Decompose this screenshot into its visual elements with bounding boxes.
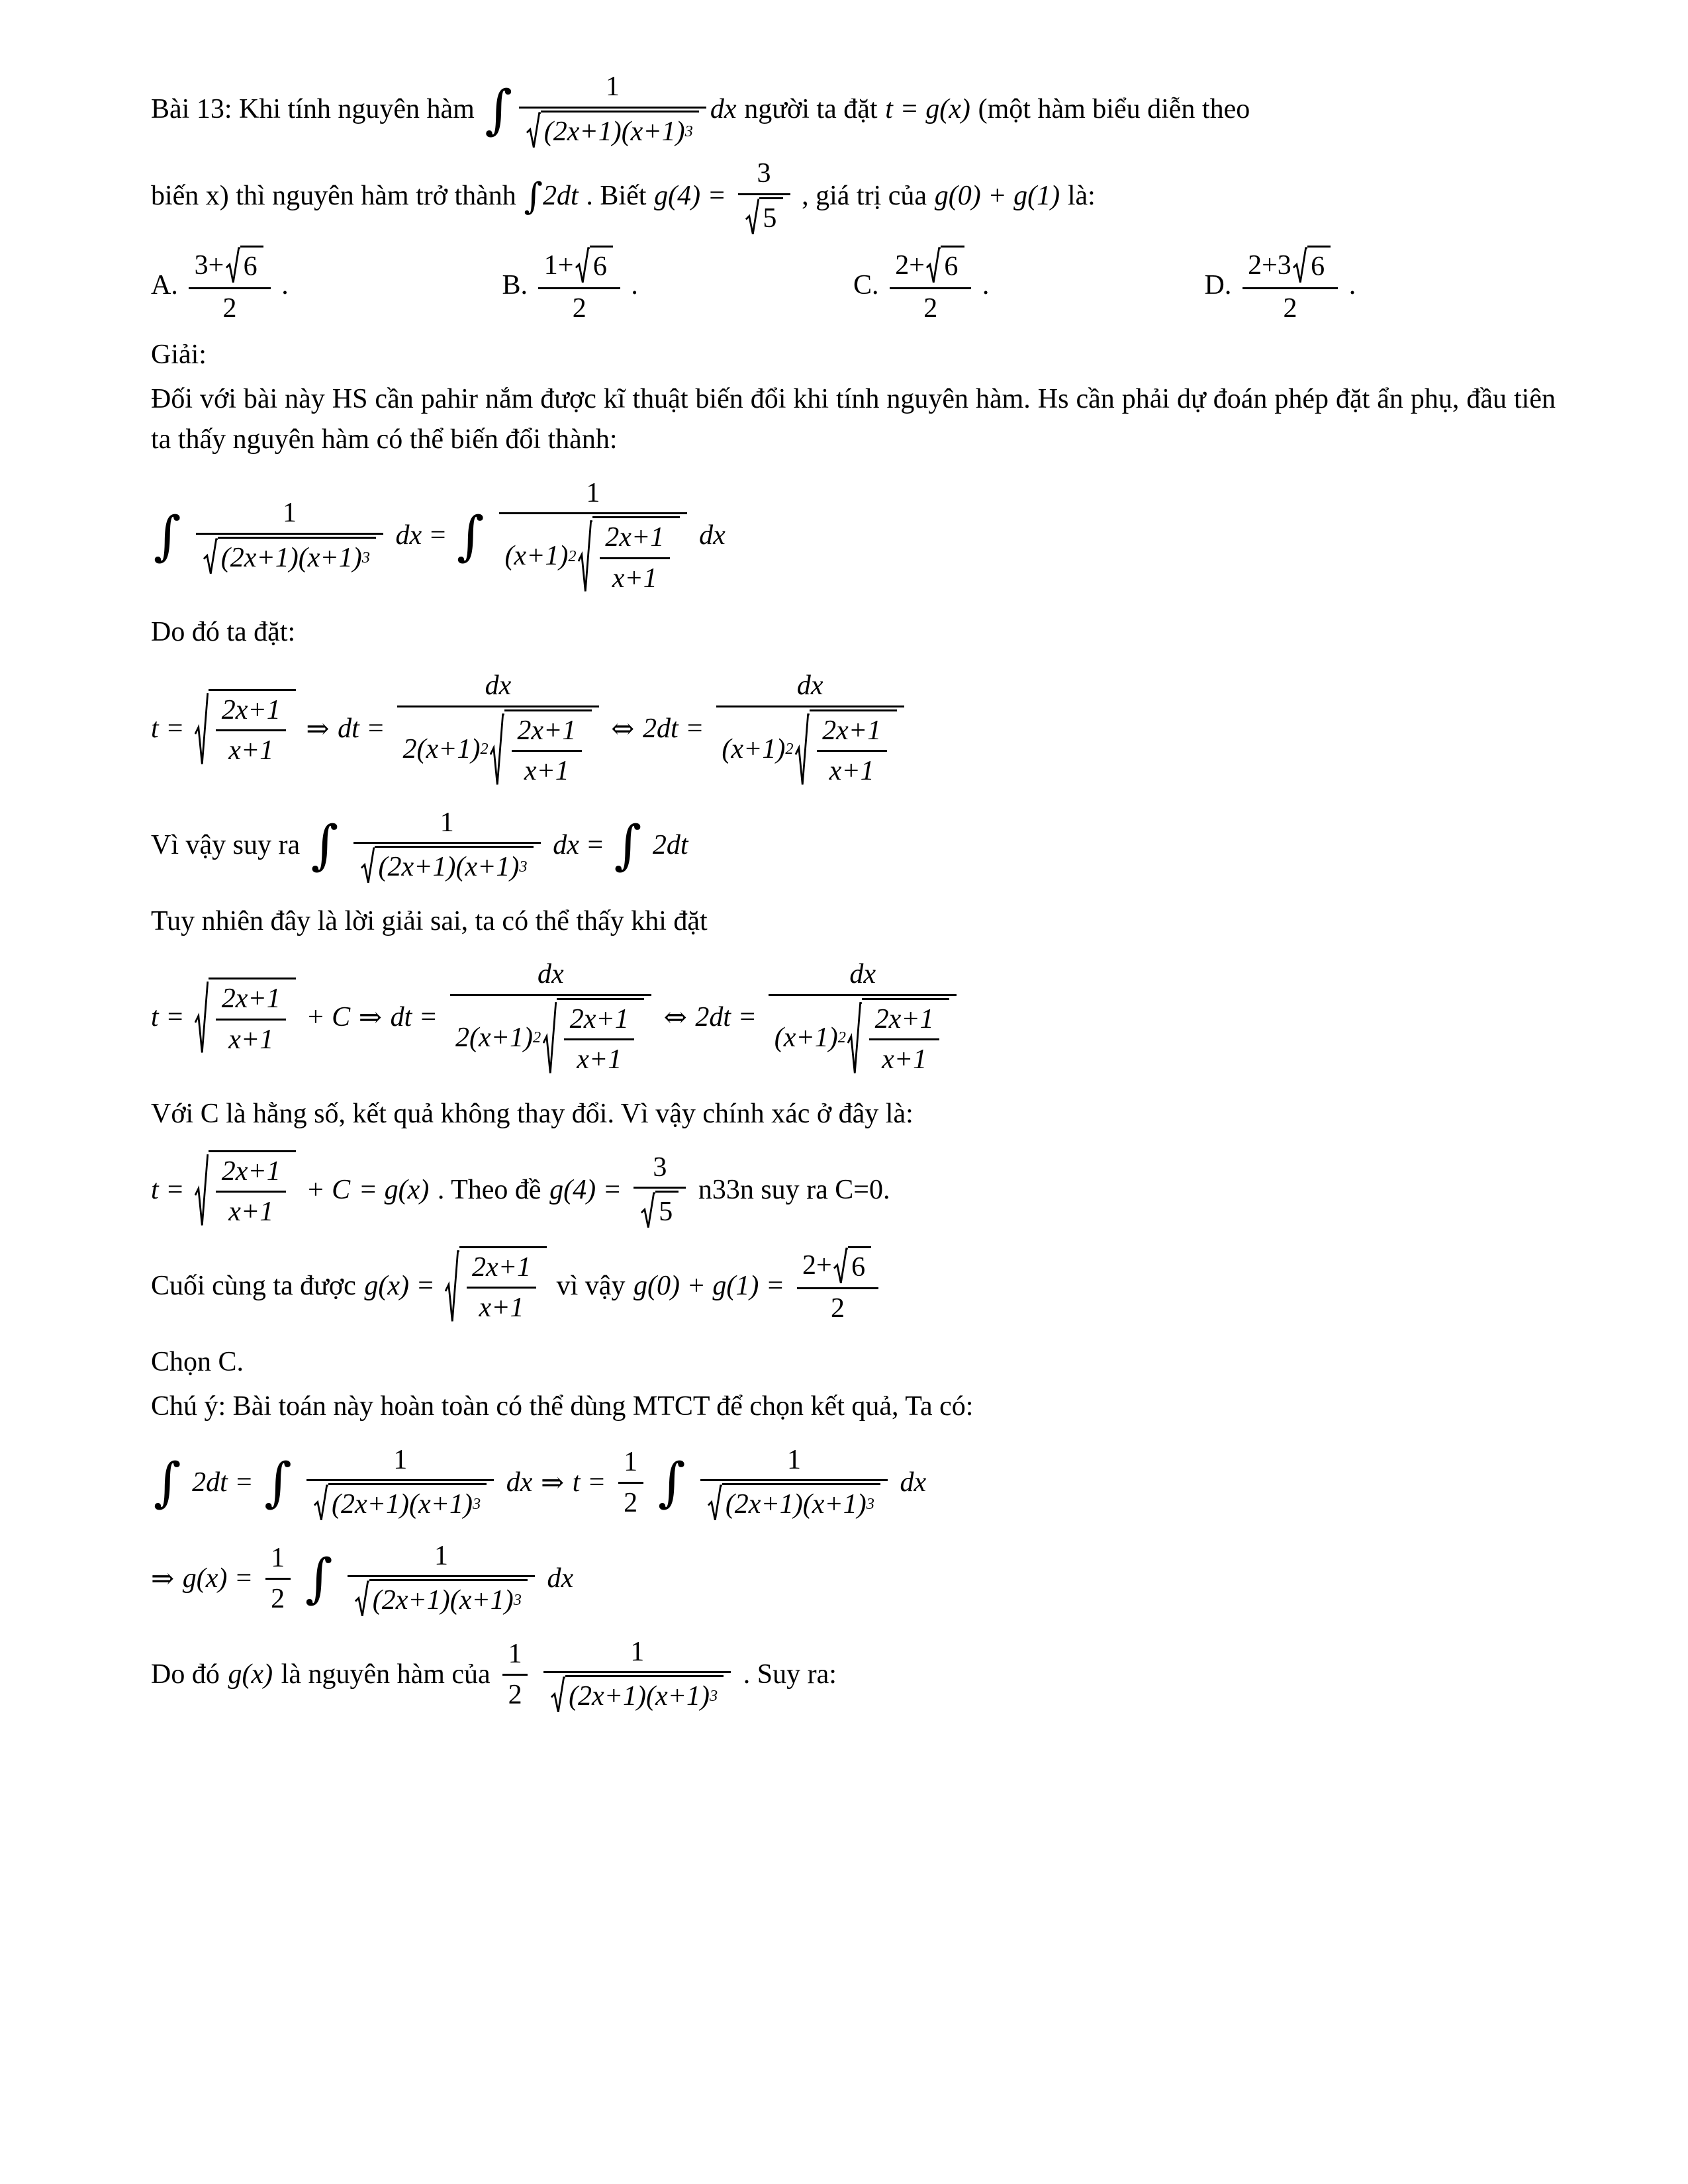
t-equals-gx: t = g(x) bbox=[885, 94, 970, 125]
formula-antiderivative-conclusion: Do đó g(x) là nguyên hàm của $\frac{1}{2}$ 1 (2x+1)(x+1) 3 . Suy ra: bbox=[151, 1635, 1556, 1715]
radical: $\frac{2x+1}{x+1}$ bbox=[445, 1246, 547, 1326]
integral-sign: ∫ bbox=[264, 1451, 292, 1514]
formula-mtct-2: ⇒ g(x) = $\frac{1}{2}$ ∫ 1 (2x+1)(x+1) 3 dx bbox=[151, 1539, 1556, 1619]
radical: $\frac{2x+1}{x+1}$ bbox=[543, 998, 645, 1078]
formula-consequence: Vì vậy suy ra ∫ 1 (2x+1)(x+1) 3 dx = ∫ 2dt bbox=[151, 805, 1556, 886]
radical: $\frac{2x+1}{x+1}$ bbox=[195, 978, 297, 1058]
radical: (2x+1)(x+1) 3 bbox=[203, 537, 376, 576]
iff-arrow: ⇔ bbox=[663, 1001, 687, 1034]
solution-intro-paragraph: Đối với bài này HS cần pahir nắm được kĩ thuật biến đổi khi tính nguyên hàm. Hs cần phải dự đoán phép đặt ẩn phụ, đầu tiên ta thấy nguyên hàm có thể biến đổi thành: bbox=[151, 383, 1556, 455]
radical: $\frac{2x+1}{x+1}$ bbox=[847, 998, 949, 1078]
radical-sign bbox=[745, 197, 760, 237]
problem-statement-line2: biến x) thì nguyên hàm trở thành ∫ 2dt . Biết g(4) = $\frac{3}{5}$ , giá trị của g(0) + g(1) là: bbox=[151, 156, 1556, 236]
option-a: A. 3+ 6 2 . bbox=[151, 246, 502, 326]
g4-equals: g(4) = bbox=[654, 181, 726, 212]
note-text: Chú ý: Bài toán này hoàn toàn có thể dùng MTCT để chọn kết quả, Ta có: bbox=[151, 1390, 974, 1422]
radical: (2x+1)(x+1) 3 bbox=[355, 1579, 528, 1619]
solution-heading: Giải: bbox=[151, 340, 207, 370]
radical: (2x+1)(x+1) 3 bbox=[314, 1483, 487, 1523]
implies-arrow: ⇒ bbox=[358, 1001, 382, 1034]
radical: $\frac{2x+1}{x+1}$ bbox=[490, 709, 592, 790]
implies-arrow: ⇒ bbox=[306, 711, 330, 745]
integral-sign: ∫ bbox=[658, 1451, 686, 1514]
however-text: Tuy nhiên đây là lời giải sai, ta có thể thấy khi đặt bbox=[151, 905, 708, 936]
radical: $\frac{2x+1}{x+1}$ bbox=[195, 1150, 297, 1230]
radical: 6 bbox=[575, 246, 613, 285]
formula-rewrite: ∫ 1 (2x+1)(x+1) 3 dx = ∫ 1 (x+1) 2 $\frac{2x+1}{x+1}$ dx bbox=[151, 476, 1556, 597]
integral-sign: ∫ bbox=[310, 814, 339, 876]
radical: (2x+1)(x+1) 3 bbox=[708, 1483, 880, 1523]
formula-substitution-with-c: t = $\frac{2x+1}{x+1}$ + C ⇒ dt = dx 2(x+1) 2 $\frac{2x+1}{x+1}$ ⇔ 2dt = dx (x+1) 2 $\frac{2x+1}{x+1}$ bbox=[151, 957, 1556, 1078]
fraction-bar bbox=[519, 107, 706, 109]
radical: 6 bbox=[926, 246, 964, 285]
integral-sign: ∫ bbox=[153, 505, 181, 567]
radical: 6 bbox=[226, 246, 263, 285]
fraction-3-sqrt5: $\frac{3}{5}$ bbox=[738, 156, 790, 236]
problem-label: Bài 13: Khi tính nguyên hàm bbox=[151, 94, 475, 125]
option-b: B. 1+ 6 2 . bbox=[502, 246, 854, 326]
integral-expression: ∫ 1 (2x+1)(x+1) 3 dx bbox=[483, 69, 737, 150]
radical: 5 bbox=[641, 1191, 679, 1230]
formula-g-definition: t = $\frac{2x+1}{x+1}$ + C = g(x) . Theo đề g(4) = $\frac{3}{5}$ n33n suy ra C=0. bbox=[151, 1150, 1556, 1230]
integral-sign: ∫ bbox=[524, 174, 543, 217]
formula-mtct-1: ∫ 2dt = ∫ 1 (2x+1)(x+1) 3 dx ⇒ t = $\frac{1}{2}$ ∫ 1 (2x+1)(x+1) 3 dx bbox=[151, 1443, 1556, 1523]
option-d: D. 2+3 6 2 . bbox=[1205, 246, 1556, 326]
radical: $\frac{2x+1}{x+1}$ bbox=[795, 709, 897, 790]
integral-2dt: ∫ 2dt bbox=[524, 174, 579, 217]
answer-options bbox=[151, 246, 1556, 326]
radical: 6 bbox=[1293, 246, 1331, 285]
integral-sign: ∫ bbox=[485, 78, 513, 140]
radical-sign bbox=[526, 111, 541, 150]
constant-c-text: Với C là hằng số, kết quả không thay đổi. Vì vậy chính xác ở đây là: bbox=[151, 1098, 914, 1129]
implies-arrow: ⇒ bbox=[541, 1465, 565, 1498]
radical: (2x+1)(x+1) 3 bbox=[526, 111, 699, 150]
radical: $\frac{2x+1}{x+1}$ bbox=[578, 516, 680, 596]
integral-sign: ∫ bbox=[614, 814, 642, 876]
g0-plus-g1: g(0) + g(1) bbox=[934, 181, 1060, 212]
iff-arrow: ⇔ bbox=[611, 711, 635, 745]
implies-arrow: ⇒ bbox=[151, 1561, 175, 1594]
answer-choice-text: Chọn C. bbox=[151, 1346, 244, 1377]
radical: $\frac{2x+1}{x+1}$ bbox=[195, 689, 297, 769]
integral-sign: ∫ bbox=[457, 505, 485, 567]
therefore-set-text: Do đó ta đặt: bbox=[151, 617, 296, 648]
fraction: 1 (2x+1)(x+1) 3 bbox=[519, 69, 706, 150]
radical: 5 bbox=[745, 197, 783, 237]
radical: 6 bbox=[833, 1246, 871, 1286]
problem-statement-line1: Bài 13: Khi tính nguyên hàm ∫ 1 (2x+1)(x+1) 3 dx người ta đặt t = g(x) (một hàm biểu diễn theo bbox=[151, 69, 1556, 150]
formula-substitution: t = $\frac{2x+1}{x+1}$ ⇒ dt = dx 2(x+1) 2 $\frac{2x+1}{x+1}$ ⇔ 2dt = dx (x+1) 2 $\frac{2x+1}{x+1}$ bbox=[151, 668, 1556, 790]
formula-final-g: Cuối cùng ta được g(x) = $\frac{2x+1}{x+1}$ vì vậy g(0) + g(1) = 2+ 6 2 bbox=[151, 1246, 1556, 1326]
integral-sign: ∫ bbox=[153, 1451, 181, 1514]
radical: (2x+1)(x+1) 3 bbox=[551, 1675, 724, 1715]
integral-sign: ∫ bbox=[305, 1547, 333, 1610]
option-c: C. 2+ 6 2 . bbox=[853, 246, 1205, 326]
radical: (2x+1)(x+1) 3 bbox=[361, 846, 534, 886]
